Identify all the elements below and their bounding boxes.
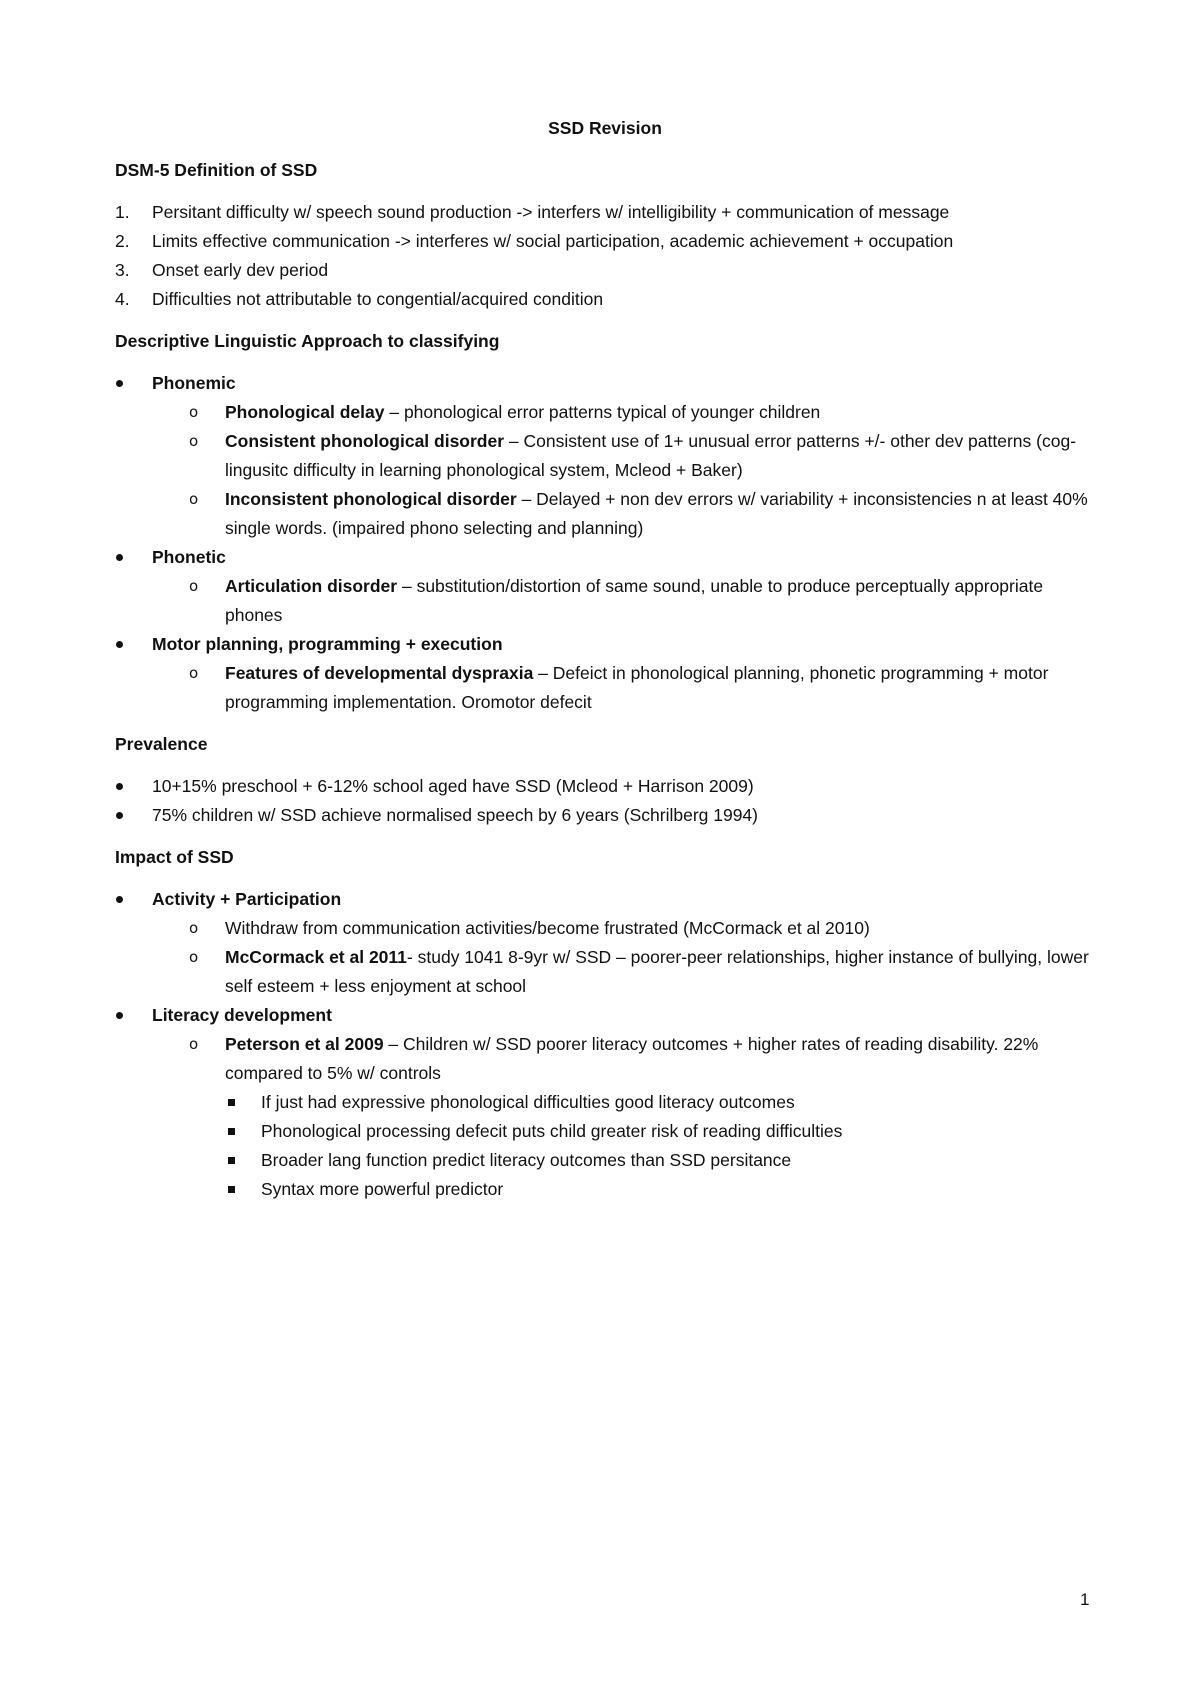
bullet-icon — [116, 380, 123, 387]
list-number: 1. — [115, 202, 130, 222]
page-number: 1 — [1080, 1590, 1090, 1609]
circle-bullet-icon: o — [189, 403, 199, 421]
document-title: SSD Revision — [548, 118, 662, 138]
motor-sublist — [152, 659, 1095, 717]
phonemic-sublist — [152, 398, 1095, 543]
list-item-text: Limits effective communication -> interferes w/ social participation, academic achievement + occupation — [152, 231, 954, 251]
term: Peterson et al 2009 — [225, 1034, 384, 1054]
list-item-activity — [115, 885, 1095, 1001]
sub-list-item — [152, 572, 1095, 630]
circle-bullet-icon: o — [189, 919, 199, 937]
circle-bullet-icon: o — [189, 664, 199, 682]
description: – Children w/ SSD poorer literacy outcomes + higher rates of reading disability. 22% compared to 5% w/ controls — [225, 1034, 1039, 1083]
term: Features of developmental dyspraxia — [225, 663, 534, 683]
term: Articulation disorder — [225, 576, 398, 596]
bullet-icon — [116, 896, 123, 903]
document-content — [115, 114, 1095, 1217]
list-number: 2. — [115, 231, 130, 251]
description: – Defeict in phonological planning, phonetic programming + motor programming implementation. Oromotor defecit — [225, 663, 1049, 712]
list-item-phonetic — [115, 543, 1095, 630]
bullet-icon — [116, 1012, 123, 1019]
prevalence-list — [115, 772, 1095, 830]
sub-list-item — [152, 398, 1095, 427]
list-item-literacy — [115, 1001, 1095, 1204]
sub-list-item — [152, 1030, 1095, 1204]
bullet-icon — [116, 641, 123, 648]
square-bullet-icon — [228, 1157, 235, 1164]
description: - study 1041 8-9yr w/ SSD – poorer-peer relationships, higher instance of bullying, lower self esteem + less enjoyment at school — [225, 947, 1089, 996]
category-label: Phonemic — [152, 373, 236, 393]
detail-item — [225, 1088, 1095, 1117]
detail-item — [225, 1117, 1095, 1146]
detail-text: If just had expressive phonological difficulties good literacy outcomes — [261, 1092, 795, 1112]
list-item-text: Onset early dev period — [152, 260, 329, 280]
list-item-text: 10+15% preschool + 6-12% school aged have SSD (Mcleod + Harrison 2009) — [152, 776, 754, 796]
list-item — [115, 198, 1095, 227]
section-heading-descriptive: Descriptive Linguistic Approach to classifying — [115, 331, 500, 351]
detail-item — [225, 1175, 1095, 1204]
description: – Consistent use of 1+ unusual error patterns +/- other dev patterns (cog-lingusitc difficulty in learning phonological system, Mcleod + Baker) — [225, 431, 1077, 480]
square-bullet-icon — [228, 1186, 235, 1193]
category-label: Literacy development — [152, 1005, 332, 1025]
circle-bullet-icon: o — [189, 1035, 199, 1053]
circle-bullet-icon: o — [189, 577, 199, 595]
list-item — [115, 256, 1095, 285]
section-heading-dsm: DSM-5 Definition of SSD — [115, 160, 318, 180]
category-label: Motor planning, programming + execution — [152, 634, 503, 654]
description: – Delayed + non dev errors w/ variability + inconsistencies n at least 40% single words. (impaired phono selecting and planning) — [225, 489, 1088, 538]
term: Inconsistent phonological disorder — [225, 489, 517, 509]
sub-list-item — [152, 427, 1095, 485]
detail-text: Broader lang function predict literacy outcomes than SSD persitance — [261, 1150, 792, 1170]
sub-list-item — [152, 914, 1095, 943]
activity-sublist — [152, 914, 1095, 1001]
list-item-phonemic — [115, 369, 1095, 543]
description: – phonological error patterns typical of younger children — [384, 402, 821, 422]
term: Consistent phonological disorder — [225, 431, 505, 451]
detail-item — [225, 1146, 1095, 1175]
section-heading-impact: Impact of SSD — [115, 847, 234, 867]
detail-text: Syntax more powerful predictor — [261, 1179, 504, 1199]
bullet-icon — [116, 554, 123, 561]
impact-list — [115, 885, 1095, 1204]
term: McCormack et al 2011 — [225, 947, 407, 967]
circle-bullet-icon: o — [189, 490, 199, 508]
list-number: 4. — [115, 289, 130, 309]
list-item — [115, 772, 1095, 801]
sub-list-item — [152, 659, 1095, 717]
category-label: Phonetic — [152, 547, 226, 567]
list-number: 3. — [115, 260, 130, 280]
list-item — [115, 285, 1095, 314]
bullet-icon — [116, 812, 123, 819]
category-label: Activity + Participation — [152, 889, 342, 909]
literacy-detail-list — [225, 1088, 1095, 1204]
list-item-text: Difficulties not attributable to congential/acquired condition — [152, 289, 604, 309]
list-item-motor — [115, 630, 1095, 717]
dsm-list — [115, 198, 1095, 314]
list-item — [115, 801, 1095, 830]
literacy-sublist — [152, 1030, 1095, 1204]
section-heading-prevalence: Prevalence — [115, 734, 208, 754]
list-item-text: Persitant difficulty w/ speech sound production -> interfers w/ intelligibility + communication of message — [152, 202, 950, 222]
classification-list — [115, 369, 1095, 717]
sub-list-item — [152, 485, 1095, 543]
phonetic-sublist — [152, 572, 1095, 630]
description: Withdraw from communication activities/become frustrated (McCormack et al 2010) — [225, 918, 870, 938]
description: – substitution/distortion of same sound, unable to produce perceptually appropriate phones — [225, 576, 1044, 625]
square-bullet-icon — [228, 1128, 235, 1135]
sub-list-item — [152, 943, 1095, 1001]
term: Phonological delay — [225, 402, 385, 422]
list-item-text: 75% children w/ SSD achieve normalised speech by 6 years (Schrilberg 1994) — [152, 805, 758, 825]
circle-bullet-icon: o — [189, 948, 199, 966]
list-item — [115, 227, 1095, 256]
bullet-icon — [116, 783, 123, 790]
circle-bullet-icon: o — [189, 432, 199, 450]
detail-text: Phonological processing defecit puts child greater risk of reading difficulties — [261, 1121, 843, 1141]
square-bullet-icon — [228, 1099, 235, 1106]
